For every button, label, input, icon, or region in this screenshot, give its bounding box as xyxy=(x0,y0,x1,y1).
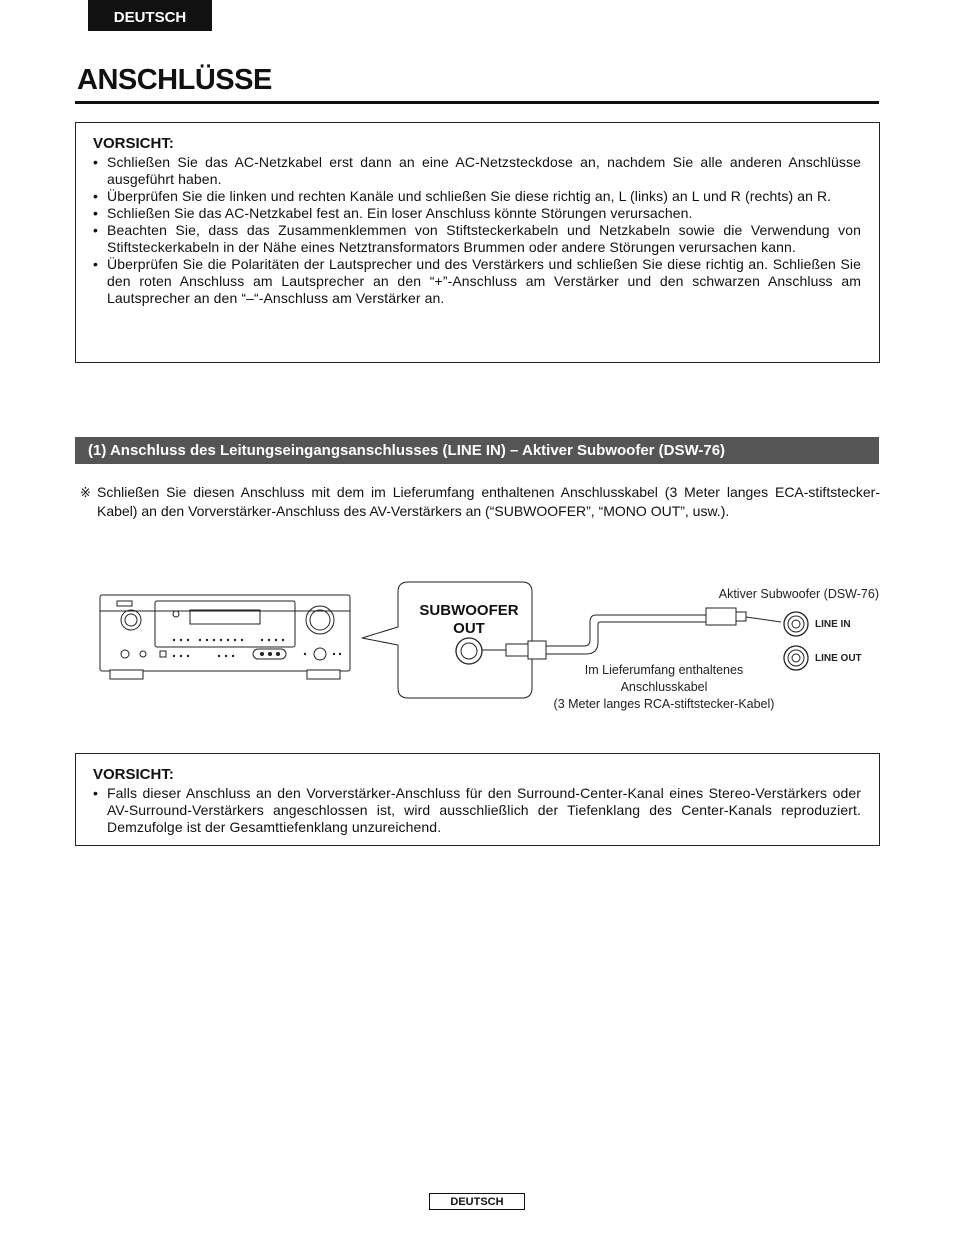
subwoofer-out-label-line2: OUT xyxy=(453,620,485,637)
cable-caption-line1: Im Lieferumfang enthaltenes xyxy=(584,663,744,677)
caution-item: • Schließen Sie das AC-Netzkabel erst dann an eine AC-Netzsteckdose an, nachdem Sie alle anderen Anschlüsse ausgeführt haben. xyxy=(93,154,861,188)
language-tab: DEUTSCH xyxy=(88,0,212,31)
caution-item: • Überprüfen Sie die linken und rechten Kanäle und schließen Sie diese richtig an, L (links) an L und R (rechts) an R. xyxy=(93,188,861,205)
subwoofer-out-label xyxy=(398,602,540,642)
cable-caption xyxy=(530,662,798,713)
connection-note xyxy=(80,483,880,521)
caution-item: • Falls dieser Anschluss an den Vorverstärker-Anschluss für den Surround-Center-Kanal eines Stereo-Verstärkers oder AV-Surround-Verstärkers angeschlossen ist, wird ausschließlich der Tiefenklang des Center-Kanals reproduziert. Demzufolge ist der Gesamttiefenklang unzureichend. xyxy=(93,785,861,836)
note-mark: ※ xyxy=(80,485,91,500)
section-heading: (1) Anschluss des Leitungseingangsanschlusses (LINE IN) – Aktiver Subwoofer (DSW-76) xyxy=(75,437,879,464)
caution-heading: VORSICHT: xyxy=(93,135,174,152)
caution-list xyxy=(93,785,861,836)
caution-heading: VORSICHT: xyxy=(93,766,174,783)
active-subwoofer-label: Aktiver Subwoofer (DSW-76) xyxy=(718,587,879,601)
caution-item: • Schließen Sie das AC-Netzkabel fest an. Ein loser Anschluss könnte Störungen verursachen. xyxy=(93,205,861,222)
line-in-jack-icon xyxy=(784,612,808,636)
caution-list xyxy=(93,154,861,307)
caution-box-top xyxy=(75,122,880,363)
cable-caption-line3: (3 Meter langes RCA-stiftstecker-Kabel) xyxy=(553,697,775,711)
line-out-label: LINE OUT xyxy=(815,653,862,664)
page-title: ANSCHLÜSSE xyxy=(77,64,272,96)
subwoofer-out-label-line1: SUBWOOFER xyxy=(419,602,519,619)
footer-language-badge: DEUTSCH xyxy=(429,1193,525,1210)
caution-item: • Beachten Sie, dass das Zusammenklemmen von Stiftsteckerkabeln und Netzkabeln sowie die Verwendung von Stiftsteckerkabeln in der Nähe eines Netztransformators Brummen oder andere Störungen verursachen kann. xyxy=(93,222,861,256)
cable-caption-line2: Anschlusskabel xyxy=(620,680,708,694)
av-receiver-illustration xyxy=(100,595,350,679)
title-rule xyxy=(75,101,879,104)
caution-item: • Überprüfen Sie die Polaritäten der Lautsprecher und des Verstärkers und schließen Sie diese richtig an. Schließen Sie den roten Anschluss am Lautsprecher an den “+”-Anschluss am Verstärker und den schwarzen Anschluss am Lautsprecher an den “–“-Anschluss am Verstärker an. xyxy=(93,256,861,307)
note-text: Schließen Sie diesen Anschluss mit dem im Lieferumfang enthaltenen Anschlusskabel (3 Meter langes ECA-stiftstecker-Kabel) an den Vorverstärker-Anschluss des AV-Verstärkers an (“SUBWOOFER”, “MONO OUT”, usw.). xyxy=(97,484,880,519)
caution-box-bottom xyxy=(75,753,880,846)
connection-diagram xyxy=(0,570,954,730)
line-in-label: LINE IN xyxy=(815,619,851,630)
